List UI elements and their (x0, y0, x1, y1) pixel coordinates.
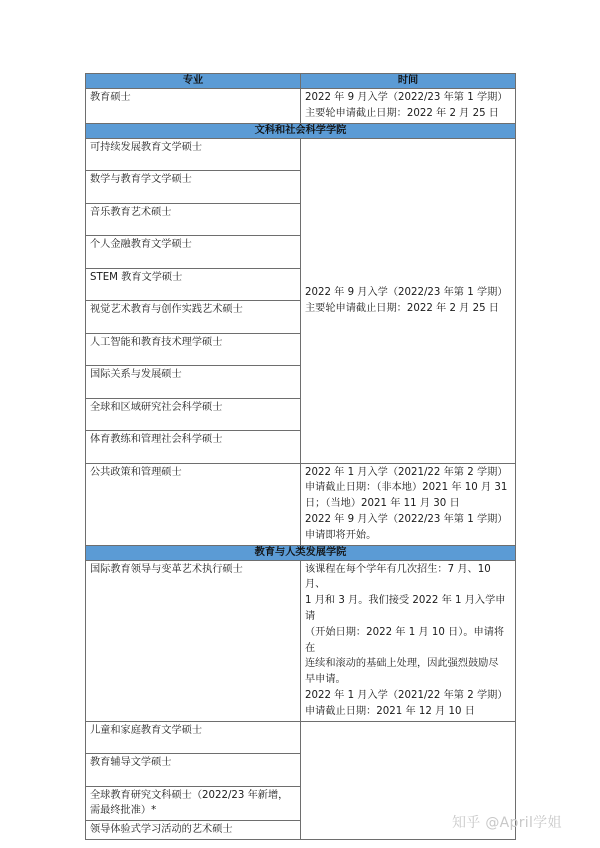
major-cell: 体育教练和管理社会科学硕士 (86, 431, 301, 464)
major-cell: 公共政策和管理硕士 (86, 463, 301, 545)
watermark: 知乎 @April学姐 (452, 815, 562, 831)
major-cell: 教育辅导文学硕士 (86, 754, 301, 787)
section-title: 文科和社会科学学院 (86, 123, 516, 138)
major-cell: 全球和区域研究社会科学硕士 (86, 398, 301, 431)
major-cell: 国际教育领导与变革艺术执行硕士 (86, 560, 301, 721)
section-title: 教育与人类发展学院 (86, 545, 516, 560)
table-row (86, 463, 516, 545)
time-cell: 2022 年 1 月入学（2021/22 年第 2 学期） 申请截止日期：（非本地）2021 年 10 月 31 日；（当地）2021 年 11 月 30 日 2022 年 9 月入学（2022/23 年第 1 学期） 申请即将开始。 (301, 463, 516, 545)
major-cell: 领导体验式学习活动的艺术硕士 (86, 821, 301, 840)
document-page (85, 73, 515, 840)
major-cell: 人工智能和教育技术理学硕士 (86, 333, 301, 366)
major-cell: 个人金融教育文学硕士 (86, 236, 301, 269)
section-header-row (86, 123, 516, 138)
table-row (86, 138, 516, 171)
table-row (86, 89, 516, 124)
major-cell: 数学与教育学文学硕士 (86, 171, 301, 204)
major-cell: 儿童和家庭教育文学硕士 (86, 721, 301, 754)
shared-time-cell: 2022 年 9 月入学（2022/23 年第 1 学期） 主要轮申请截止日期：2022 年 2 月 25 日 (301, 138, 516, 463)
header-time: 时间 (301, 74, 516, 89)
time-cell: 该课程在每个学年有几次招生：7 月、10 月、 1 月和 3 月。我们接受 2022 年 1 月入学申请 （开始日期：2022 年 1 月 10 日）。申请将在 连续和滚动的基础上处理，因此强烈鼓励尽 早申请。 2022 年 1 月入学（2021/22 年第 2 学期） 申请截止日期：2021 年 12 月 10 日 (301, 560, 516, 721)
section-header-row (86, 545, 516, 560)
time-cell: 2022 年 9 月入学（2022/23 年第 1 学期） 主要轮申请截止日期：2022 年 2 月 25 日 (301, 89, 516, 124)
table-header-row (86, 74, 516, 89)
major-cell: 音乐教育艺术硕士 (86, 203, 301, 236)
major-cell: 全球教育研究文科硕士（2022/23 年新增，需最终批准）* (86, 786, 301, 821)
table-row (86, 560, 516, 721)
header-major: 专业 (86, 74, 301, 89)
major-cell: 视觉艺术教育与创作实践艺术硕士 (86, 301, 301, 334)
major-cell: STEM 教育文学硕士 (86, 268, 301, 301)
program-table (85, 73, 516, 840)
major-cell: 教育硕士 (86, 89, 301, 124)
major-cell: 可持续发展教育文学硕士 (86, 138, 301, 171)
table-row (86, 721, 516, 754)
major-cell: 国际关系与发展硕士 (86, 366, 301, 399)
